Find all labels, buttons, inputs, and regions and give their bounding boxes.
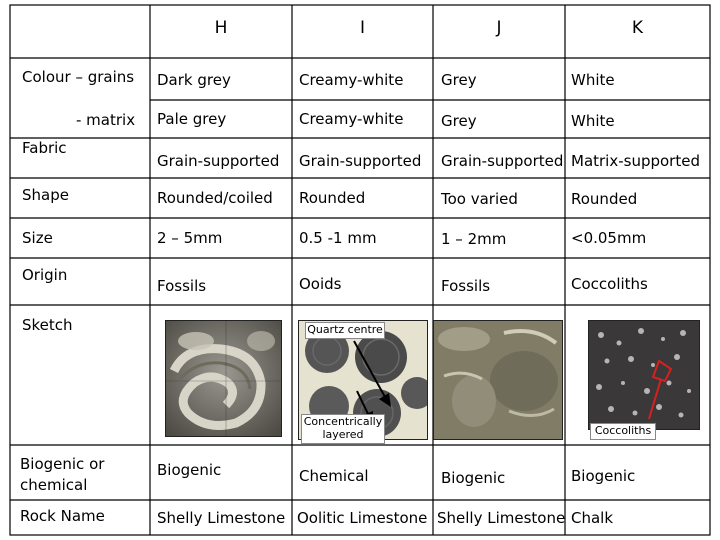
cell-size-j: 1 – 2mm <box>441 230 507 248</box>
cell-biogenic-h: Biogenic <box>157 461 222 479</box>
cell-fabric-i: Grain-supported <box>299 152 422 170</box>
cell-origin-h: Fossils <box>157 277 207 295</box>
annotation-concentric-line1: Concentrically <box>303 415 383 428</box>
cell-size-k: <0.05mm <box>571 229 647 247</box>
cell-rock-name-h: Shelly Limestone <box>157 509 286 527</box>
row-label-size: Size <box>22 229 53 247</box>
row-label-shape: Shape <box>22 186 69 204</box>
cell-rock-name-j: Shelly Limestone <box>437 509 566 527</box>
cell-origin-i: Ooids <box>299 275 342 293</box>
cell-matrix-i: Creamy-white <box>299 110 404 128</box>
cell-origin-k: Coccoliths <box>571 275 648 293</box>
annotation-concentric-line2: layered <box>322 428 364 441</box>
cell-biogenic-i: Chemical <box>299 467 369 485</box>
cell-size-h: 2 – 5mm <box>157 229 223 247</box>
cell-colour-grains-j: Grey <box>441 71 477 89</box>
cell-matrix-j: Grey <box>441 112 477 130</box>
cell-fabric-k: Matrix-supported <box>571 152 700 170</box>
cell-colour-grains-k: White <box>571 71 615 89</box>
row-label-fabric: Fabric <box>22 139 67 157</box>
thin-section-image-shelly-limestone-j <box>433 320 563 440</box>
row-label-origin: Origin <box>22 266 68 284</box>
cell-colour-grains-i: Creamy-white <box>299 71 404 89</box>
cell-fabric-h: Grain-supported <box>157 152 280 170</box>
cell-colour-grains-h: Dark grey <box>157 71 231 89</box>
column-header-j: J <box>496 18 502 38</box>
thin-section-image-chalk <box>588 320 700 430</box>
cell-rock-name-k: Chalk <box>571 509 614 527</box>
cell-shape-k: Rounded <box>571 190 638 208</box>
cell-origin-j: Fossils <box>441 277 491 295</box>
row-label-rock-name: Rock Name <box>20 507 105 525</box>
row-label-biogenic-line1: Biogenic or <box>20 455 105 473</box>
row-label-matrix: - matrix <box>76 111 136 129</box>
annotation-quartz-centre: Quartz centre <box>305 322 385 339</box>
cell-biogenic-j: Biogenic <box>441 469 506 487</box>
column-header-k: K <box>631 18 644 38</box>
thin-section-image-shelly-limestone <box>165 320 282 437</box>
row-label-sketch: Sketch <box>22 316 73 334</box>
cell-shape-h: Rounded/coiled <box>157 189 273 207</box>
cell-biogenic-k: Biogenic <box>571 467 636 485</box>
cell-matrix-h: Pale grey <box>157 110 227 128</box>
annotation-concentrically-layered <box>301 414 385 444</box>
annotation-coccoliths: Coccoliths <box>590 423 656 440</box>
column-header-i: I <box>359 18 365 38</box>
row-label-colour-grains: Colour – grains <box>22 68 135 86</box>
cell-fabric-j: Grain-supported <box>441 152 564 170</box>
column-header-h: H <box>214 18 228 38</box>
cell-size-i: 0.5 -1 mm <box>299 229 377 247</box>
cell-shape-j: Too varied <box>441 190 518 208</box>
cell-shape-i: Rounded <box>299 189 366 207</box>
row-label-biogenic-line2: chemical <box>20 476 88 494</box>
cell-matrix-k: White <box>571 112 615 130</box>
cell-rock-name-i: Oolitic Limestone <box>297 509 428 527</box>
